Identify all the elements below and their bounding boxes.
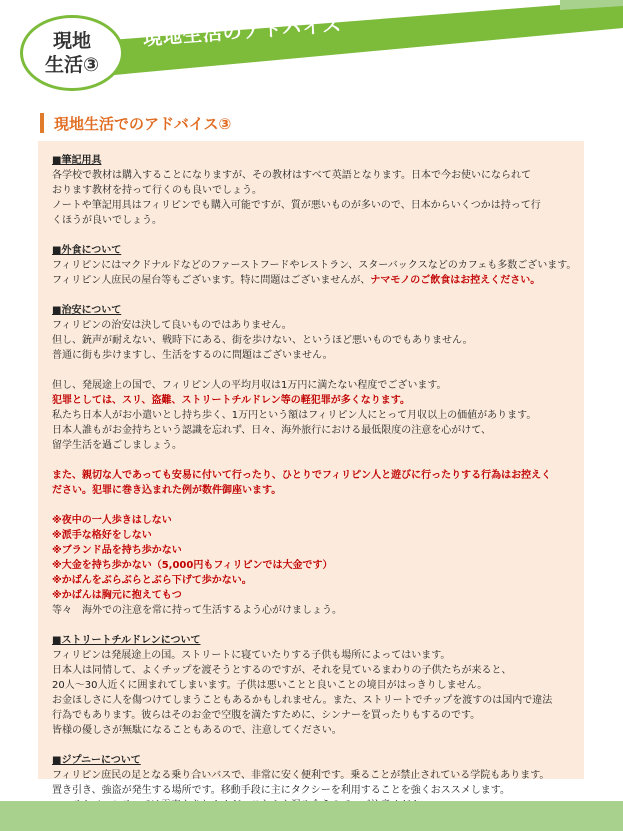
section-title: ■ジプニーについて (52, 755, 141, 766)
warning-text: ※かばんは胸元に抱えてもつ (52, 590, 182, 601)
text-line (52, 678, 572, 693)
text-line (52, 183, 572, 198)
text-line (52, 693, 572, 708)
advice-section (52, 303, 572, 618)
text-line (52, 168, 572, 183)
banner-title: 現地生活のアドバイス (142, 14, 343, 50)
footer-bar (0, 801, 623, 831)
text-line (52, 768, 572, 783)
section-title: ■ストリートチルドレンについて (52, 635, 201, 646)
body-text: フィリピン人庶民の屋台等もございます。特に問題はございませんが、 (52, 275, 371, 286)
text-line (52, 543, 572, 558)
text-line (52, 273, 572, 288)
warning-text: ※派手な格好をしない (52, 530, 152, 541)
body-text: 但し、発展途上の国で、フィリピン人の平均月収は1万円に満たない程度でございます。 (52, 380, 447, 391)
body-text: フィリピンは発展途上の国。ストリートに寝ていたりする子供も場所によってはいます。 (52, 650, 451, 661)
body-text: 留学生活を過ごしましょう。 (52, 440, 182, 451)
advice-section (52, 243, 577, 288)
body-text: フィリピンの治安は決して良いものではありません。 (52, 320, 292, 331)
advice-content-box (38, 141, 584, 796)
text-line (52, 258, 577, 273)
body-text: 皆様の優しさが無駄になることもあるので、注意してください。 (52, 725, 342, 736)
warning-text: また、親切な人であっても安易に付いて行ったり、ひとりでフィリピン人と遊びに行ったりする行為はお控えく (52, 470, 552, 481)
body-text: くほうが良いでしょう。 (52, 215, 162, 226)
text-line (52, 198, 572, 213)
heading-accent-bar (40, 113, 44, 133)
advice-section (52, 153, 572, 228)
section-title: ■治安について (52, 305, 122, 316)
text-line (52, 558, 572, 573)
text-line (52, 378, 572, 393)
text-line (52, 333, 572, 348)
text-line (52, 348, 572, 363)
body-text: 日本人は同情して、よくチップを渡そうとするのですが、それを見ているまわりの子供たちが来ると、 (52, 665, 512, 676)
body-text: 但し、銃声が耐えない、戦時下にある、街を歩けない、というほど悪いものでもありません。 (52, 335, 473, 346)
text-line (52, 438, 572, 453)
body-text: 行為でもあります。彼らはそのお金で空腹を満たすために、シンナーを買ったりもするのです。 (52, 710, 481, 721)
badge-text: 現地 生活③ (44, 30, 100, 76)
paragraph-gap (52, 453, 572, 468)
body-text: 20人～30人近くに囲まれてしまいます。子供は悪いことと良いことの境目がはっきりしません。 (52, 680, 488, 691)
warning-text: ※夜中の一人歩きはしない (52, 515, 172, 526)
body-text: 等々 海外での注意を常に持って生活するよう心がけましょう。 (52, 605, 342, 616)
text-line (52, 588, 572, 603)
warning-text: ※かばんをぶらぶらとぶら下げて歩かない。 (52, 575, 252, 586)
paragraph-gap (52, 498, 572, 513)
advice-section (52, 633, 572, 738)
text-line (52, 783, 572, 798)
text-line (52, 603, 572, 618)
text-line (52, 573, 572, 588)
text-line (52, 648, 572, 663)
section-heading (40, 113, 231, 133)
text-line (52, 393, 572, 408)
body-text: 日本人誰もがお金持ちという認識を忘れず、日々、海外旅行における最低限度の注意を心がけて、 (52, 425, 491, 436)
text-line (52, 528, 572, 543)
chapter-badge (20, 15, 124, 91)
text-line (52, 708, 572, 723)
text-line (52, 318, 572, 333)
text-line (52, 423, 572, 438)
body-text: おります教材を持って行くのも良いでしょう。 (52, 185, 262, 196)
text-line (52, 483, 572, 498)
body-text: 置き引き、強盗が発生する場所です。移動手段に主にタクシーを利用することを強くおススメします。 (52, 785, 510, 796)
body-text: お金ほしさに人を傷つけてしまうこともあるかもしれません。また、ストリートでチップを渡すのは国内で違法 (52, 695, 553, 706)
body-text: フィリピンにはマクドナルドなどのファーストフードやレストラン、スターバックスなどのカフェも多数ございます。 (52, 260, 577, 271)
text-line (52, 408, 572, 423)
text-line (52, 468, 572, 483)
body-text: ノートや筆記用具はフィリピンでも購入可能ですが、質が悪いものが多いので、日本からいくつかは持って行 (52, 200, 541, 211)
warning-text: ナマモノのご飲食はお控えください。 (370, 275, 541, 286)
warning-text: ※大金を持ち歩かない（5,000円もフィリピンでは大金です） (52, 560, 333, 571)
paragraph-gap (52, 363, 572, 378)
warning-text: 犯罪としては、スリ、盗難、ストリートチルドレン等の軽犯罪が多くなります。 (52, 395, 410, 406)
warning-text: ださい。犯罪に巻き込まれた例が数件御座います。 (52, 485, 282, 496)
section-title: ■筆記用具 (52, 155, 102, 166)
body-text: 私たち日本人がお小遣いとし持ち歩く、1万円という額はフィリピン人にとって月収以上の価値があります。 (52, 410, 537, 421)
text-line (52, 513, 572, 528)
text-line (52, 213, 572, 228)
text-line (52, 663, 572, 678)
body-text: 普通に街も歩けますし、生活をするのに問題はございません。 (52, 350, 333, 361)
body-text: 各学校で教材は購入することになりますが、その教材はすべて英語となります。日本で今お使いになられて (52, 170, 531, 181)
text-line (52, 723, 572, 738)
warning-text: ※ブランド品を持ち歩かない (52, 545, 182, 556)
section-heading-text: 現地生活でのアドバイス③ (54, 114, 232, 133)
body-text: フィリピン庶民の足となる乗り合いバスで、非常に安く便利です。乗ることが禁止されている学院もあります。 (52, 770, 550, 781)
section-title: ■外食について (52, 245, 122, 256)
